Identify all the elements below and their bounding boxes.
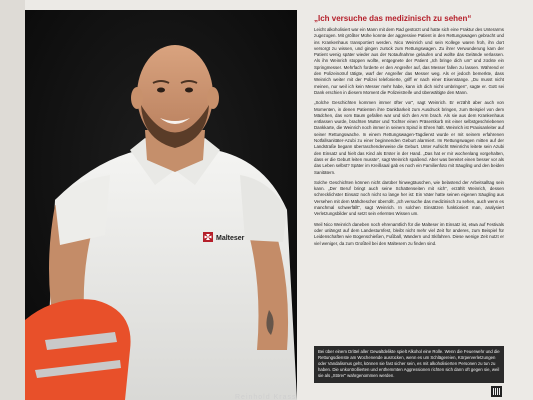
- portrait-photo: [25, 10, 297, 400]
- shirt-logo-text: Malteser: [216, 235, 245, 242]
- photo-credit: Reinhold Krass: [235, 394, 297, 400]
- article-paragraph: „Solche Geschichten kommen immer öfter vor“, sagt Weinrich. Er erzählt aber auch von Momenten, in denen Patienten ihre Dankbarkeit zum Ausdruck bringen, zum Beispiel von dem Mädchen, das vom Baum gefallen war und sich den Arm brach. Als sie aus dem Krankenhaus entlassen wurde, brachten Mutter und Tochter einen Präsentkorb mit einer selbstgeschriebenen Dankkarte, die Weinrich noch immer in seinem Spind in Ehren hält. Weinrich ist Praxisanleiter auf seiner Rettungswache. In einem Rettungswagen-Tagdienst wurde er mit seinem erfahrenen Notfallsanitäter-Azubi zu einer beginnenden Geburt alarmiert. Im Rettungswagen mitten auf der Landstraße begann überraschenderweise die Geburt. Unter Aufsicht Weinrichs leitete sein Azubi den Einsatz und hielt das Kind als Erster in der Hand. „Das hat er mir wochenlang vorgehalten, dass er die Geburt leiten musste“, sagt Weinrich spaßend. Aber was bereitet einen besser vor als das Leben selbst? Später im Kreißsaal gab es noch ein Familienfoto mit Säugling und den beiden Sanitätern.: [314, 100, 504, 175]
- article-column: [314, 14, 504, 251]
- article-paragraph: Leicht alkoholisiert war ein Mann mit dem Rad gestürzt und hatte sich eine Fraktur des Unterarms zugezogen. Mit größter Mühe konnte der aggressive Patient in den Rettungswagen gebracht und ins Krankenhaus transportiert werden. Nico Weinrich und sein Kollege waren froh, ihn dort versorgt zu wissen, und gingen zurück zum Rettungswagen. Zu ihrer Verwunderung kam der Patient wenig später wieder aus der Notaufnahme gelaufen und wollte das Gelände verlassen. Als ihn Weinrich stoppen wollte, entgegnete der Patient „Ich bringe dich um“ und zückte ein Springmesser. Mehrfach forderte er den Angreifer auf, das Messer fallen zu lassen. Während er den Polizeinotruf tätigte, warf der Angreifer das Messer weg. Als er jedoch bemerkte, dass Weinrich weiter mit der Polizei telefonierte, griff er nach einer Eisenstange. „Du musst nicht meinen, nur weil ich kein Messer mehr habe, kann ich dich nicht umbringen“, sagte er. Gott sei Dank erschien in diesem Moment die Polizeistreife und überwältigte den Mann.: [314, 27, 504, 95]
- article-paragraph: Solche Geschichten können nicht darüber hinwegtäuschen, wie belastend der Arbeitsalltag sein kann. „Der Beruf bringt auch seine Schattenseiten mit sich“, erzählt Weinrich, dessen schrecklichster Einsatz noch nicht so lange her ist: Ein Vater hatte seinen eigenen Säugling aus Versehen mit dem Mähdrescher überrollt. „Ich versuche das medizinisch zu sehen, auch wenn es manchmal schwerfällt“, sagt Weinrich. In solchen Einsätzen funktioniert man, analysiert Verletzungsbilder und setzt sein erlerntes Wissen um.: [314, 179, 504, 217]
- qr-code-icon: [491, 386, 502, 397]
- portrait-illustration: [25, 10, 297, 400]
- article-paragraph: Weil Nico Weinrich daneben noch ehrenamtlich für die Malteser im Einsatz ist, etwa auf Festivals oder unlängst auf dem Landesturnfest, bleibt nicht mehr viel Zeit für anderes, zum Beispiel für Leidenschaften wie Bogenschießen, Fußball, Wandern und Skifahren. Diese wenige Zeit nutzt er viel weniger, da zum Großteil bei den Maltesern zu finden sind.: [314, 221, 504, 246]
- article-title: „Ich versuche das medizinisch zu sehen“: [314, 14, 472, 23]
- alcohol-info-box: Bei über einem Drittel aller Gewaltdelikte spielt Alkohol eine Rolle. Wenn die Feuerwehr und die Rettungsdienste am Wochenende ausrücken, wenn es um Schlägereien, Körperverletzungen oder Vandalismus geht, können sie fast sicher sein, es mit alkoholisierten Personen zu tun zu haben. Die unkontrollierten und enthemmten Aggressionen richten sich dann oft gegen sie, weil sie als „Störer“ wahrgenommen werden.: [314, 346, 504, 383]
- page-margin: [0, 0, 25, 400]
